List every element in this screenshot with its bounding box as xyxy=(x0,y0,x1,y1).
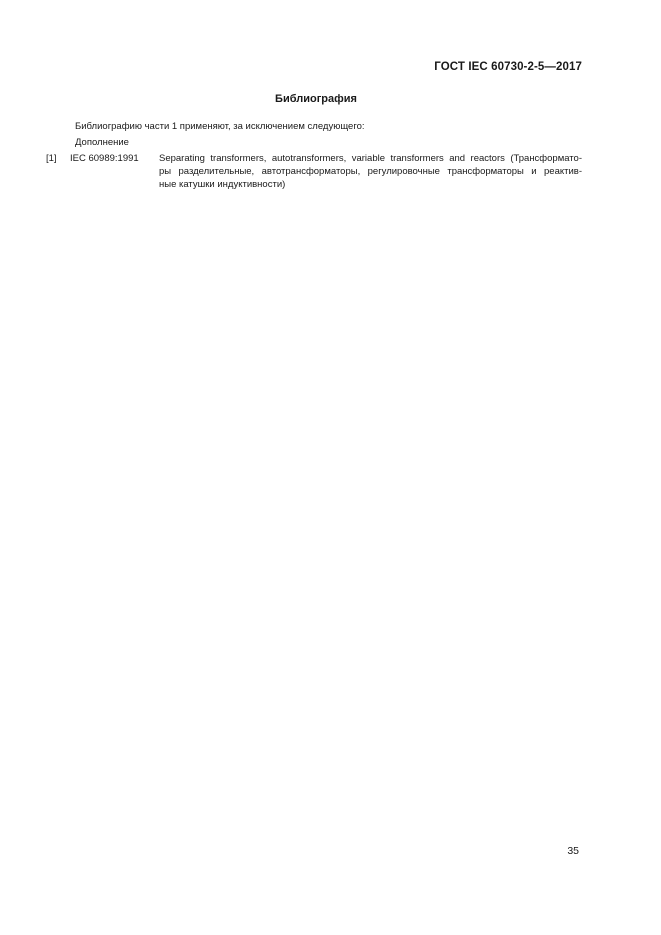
reference-number: [1] xyxy=(46,153,57,164)
addition-label: Дополнение xyxy=(75,137,129,148)
page-number: 35 xyxy=(567,845,579,857)
reference-description xyxy=(159,152,582,191)
reference-code: IEC 60989:1991 xyxy=(70,153,139,164)
reference-description-line: Separating transformers, autotransformers, variable transformers and reactors (Трансформато- xyxy=(159,153,582,164)
section-title: Библиография xyxy=(275,93,357,105)
reference-description-line: ры разделительные, автотрансформаторы, регулировочные трансформаторы и реактив- xyxy=(159,166,582,177)
reference-description-line: ные катушки индуктивности) xyxy=(159,179,286,190)
standard-identifier: ГОСТ IEC 60730-2-5—2017 xyxy=(434,61,582,73)
bibliography-intro: Библиографию части 1 применяют, за исключением следующего: xyxy=(75,121,365,132)
